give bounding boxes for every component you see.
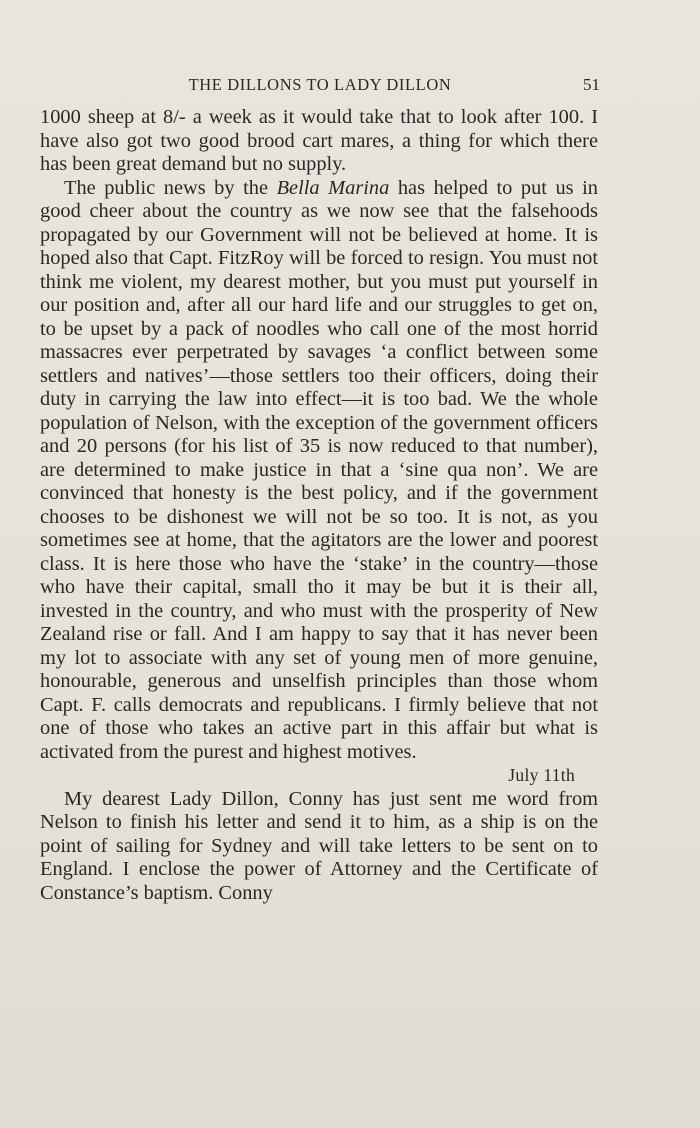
letter-text bbox=[40, 106, 598, 905]
paragraph-salutation: My dearest Lady Dillon, Conny has just sent me word from Nelson to finish his letter and send it to him, as a ship is on the point of sailing for Sydney and will take letters to be sent on to England. I enclose the power of Attorney and the Certificate of Constance’s baptism. Conny bbox=[40, 787, 598, 904]
paragraph-public-news bbox=[40, 177, 598, 765]
ship-name: Bella Marina bbox=[276, 176, 390, 199]
running-head bbox=[40, 73, 600, 97]
dateline: July 11th bbox=[508, 765, 575, 785]
paragraph-continued: 1000 sheep at 8/- a week as it would take that to look after 100. I have also got two good brood cart mares, a thing for which there has been great demand but no supply. bbox=[40, 106, 598, 175]
paragraph-text-rest: has helped to put us in good cheer about the country as we now see that the falsehoods propagated by our Government will not be believed at home. It is hoped also that Capt. FitzRoy will be forced to resign. You must not think me violent, my dearest mother, but you must put yourself in our position and, after all our hard life and our struggles to get on, to be upset by a pack of noodles who call one of the most horrid massacres ever perpetrated by savages ‘a conflict between some settlers and natives’—those settlers too their officers, doing their duty in carrying the law into effect—it is too bad. We the whole population of Nelson, with the exception of the government officers and 20 persons (for his list of 35 is now reduced to that number), are determined to make justice in that a ‘sine qua non’. We are convinced that honesty is the best policy, and if the government chooses to be dishonest we will not be so too. It is not, as you sometimes see at home, that the agitators are the lower and poorest class. It is here those who have the ‘stake’ in the country—those who have their capital, small tho it may be but it is their all, invested in the country, and who must with the prosperity of New Zealand rise or fall. And I am happy to say that it has never been my lot to associate with any set of young men of more genuine, honourable, generous and unselfish principles than those whom Capt. F. calls democrats and republicans. I firmly believe that not one of those who takes an active part in this affair but what is activated from the purest and highest motives. bbox=[40, 176, 598, 763]
paragraph-text-start: The public news by the bbox=[64, 176, 277, 199]
running-title: THE DILLONS TO LADY DILLON bbox=[188, 75, 452, 94]
page-number: 51 bbox=[583, 75, 600, 94]
